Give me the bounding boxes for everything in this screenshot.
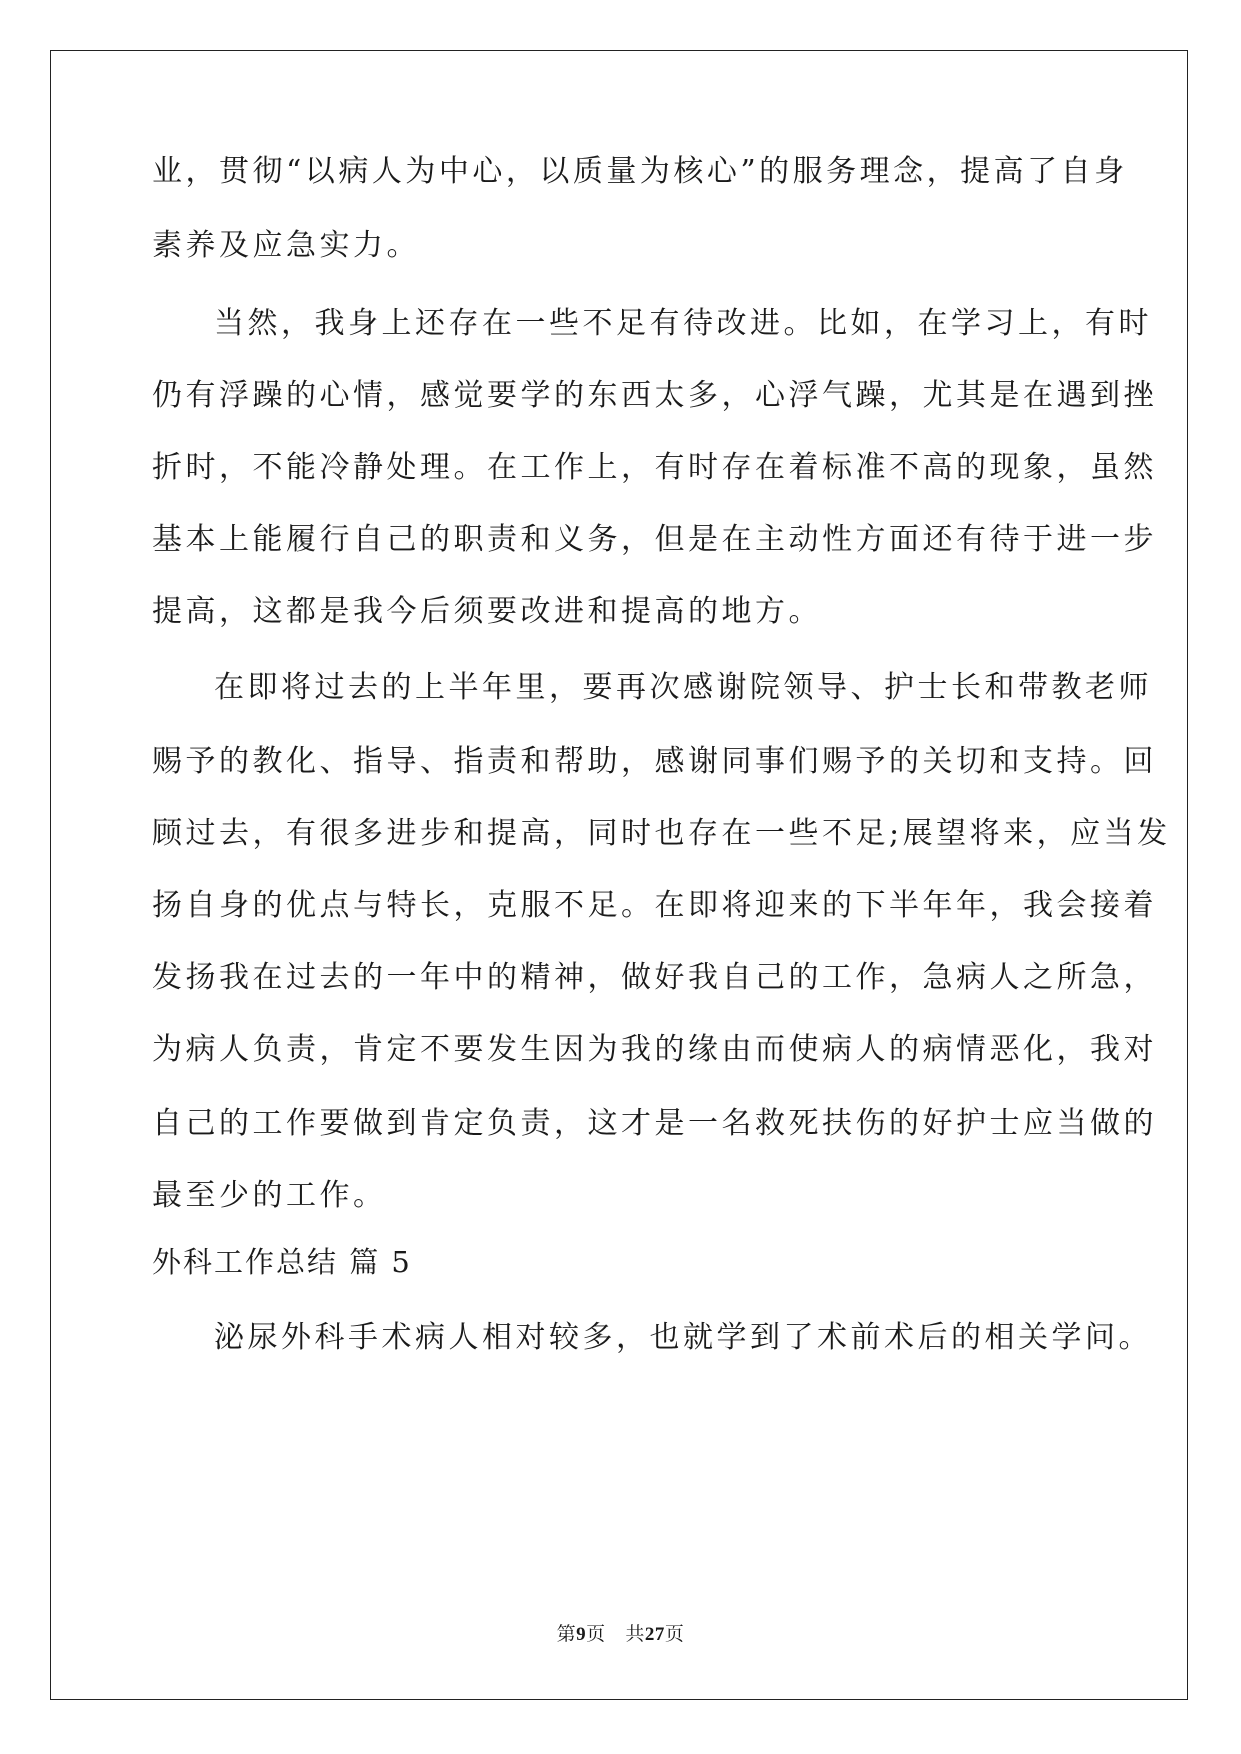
text-line: 赐予的教化、指导、指责和帮助，感谢同事们赐予的关切和支持。回: [152, 744, 1157, 779]
text-line: 在即将过去的上半年里，要再次感谢院领导、护士长和带教老师: [214, 670, 1152, 705]
text-line: 基本上能履行自己的职责和义务，但是在主动性方面还有待于进一步: [152, 522, 1157, 557]
text-line: 素养及应急实力。: [152, 228, 420, 263]
text-line: 为病人负责，肯定不要发生因为我的缘由而使病人的病情恶化，我对: [152, 1032, 1157, 1067]
text-line: 顾过去，有很多进步和提高，同时也存在一些不足;展望将来，应当发: [152, 816, 1171, 851]
page-border: [50, 50, 1188, 1700]
text-line: 扬自身的优点与特长，克服不足。在即将迎来的下半年年，我会接着: [152, 888, 1157, 923]
text-line: 提高，这都是我今后须要改进和提高的地方。: [152, 594, 822, 629]
footer-total-prefix: 共: [625, 1623, 645, 1645]
text-line: 当然，我身上还存在一些不足有待改进。比如，在学习上，有时: [214, 306, 1152, 341]
text-line: 折时，不能冷静处理。在工作上，有时存在着标准不高的现象，虽然: [152, 450, 1157, 485]
text-line: 自己的工作要做到肯定负责，这才是一名救死扶伤的好护士应当做的: [152, 1106, 1157, 1141]
footer-total-suffix: 页: [664, 1623, 685, 1645]
footer-total-pages: 27: [644, 1624, 665, 1645]
text-line: 泌尿外科手术病人相对较多，也就学到了术前术后的相关学问。: [214, 1320, 1152, 1355]
footer-page-suffix: 页: [586, 1623, 606, 1645]
footer-prefix: 第: [556, 1623, 577, 1645]
page-footer: [0, 1622, 1241, 1647]
text-line: 仍有浮躁的心情，感觉要学的东西太多，心浮气躁，尤其是在遇到挫: [152, 378, 1157, 413]
section-heading: 外科工作总结 篇 5: [152, 1245, 412, 1279]
text-line: 发扬我在过去的一年中的精神，做好我自己的工作，急病人之所急，: [152, 960, 1157, 995]
text-line: 业，贯彻“以病人为中心，以质量为核心”的服务理念，提高了自身: [152, 154, 1128, 189]
footer-page-number: 9: [576, 1624, 587, 1645]
text-line: 最至少的工作。: [152, 1178, 387, 1213]
